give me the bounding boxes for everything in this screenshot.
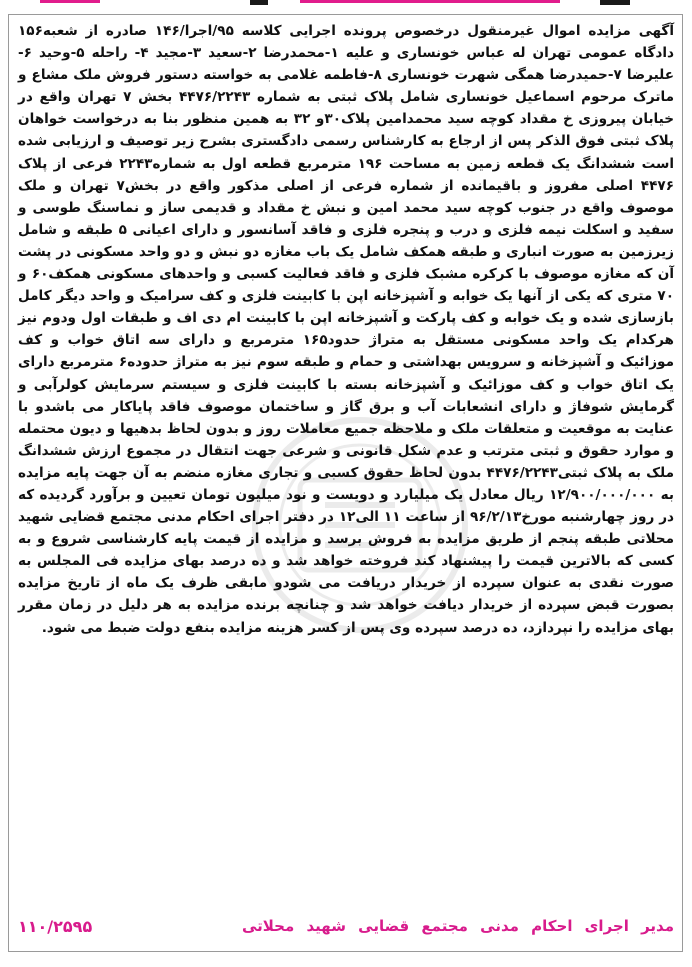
top-accent-bar [300, 0, 560, 3]
top-dark-mark [600, 0, 630, 5]
notice-signature: مدیر اجرای احکام مدنی مجتمع قضایی شهید محلاتی [241, 917, 674, 935]
notice-footer [18, 912, 674, 940]
notice-code: ۱۱۰/۲۵۹۵ [18, 916, 93, 936]
top-decoration-strip [0, 0, 692, 6]
top-accent-bar [40, 0, 100, 3]
notice-body: آگهی مزایده اموال غیرمنقول درخصوص پرونده اجرایی کلاسه ۹۵/اجرا/۱۴۶ صادره از شعبه۱۵۶ دادگاه عمومی تهران له عباس خونساری و علیه ۱-محمدرضا ۲-سعید ۳-مجید ۴- راحله ۵-وحید ۶-علیرضا ۷-حمیدرضا همگی شهرت خونساری ۸-فاطمه غلامی به خواسته دستور فروش ملک مشاع و ماترک مرحوم اسماعیل خونساری شامل پلاک ثبتی به شماره ۴۴۷۶/۲۲۴۳ بخش ۷ تهران واقع در خیابان پیروزی خ مقداد کوچه سید محمدامین پلاک۳۰و ۳۲ به همین منظور بنا به درخواست خواهان پلاک ثبتی فوق الذکر پس از ارجاع به کارشناس رسمی دادگستری بشرح زیر توصیف و ارزیابی شده است ششدانگ یک قطعه زمین به مساحت ۱۹۶ مترمربع قطعه اول به شماره۲۲۴۳ فرعی از پلاک ۴۴۷۶ اصلی مفروز و باقیمانده از شماره فرعی از اصلی مذکور واقع در بخش۷ تهران و ملک موصوف واقع در جنوب کوچه سید محمد امین و نبش خ مقداد و قدیمی ساز و نماسنگ طوسی و سفید و اسکلت نیمه فلزی و درب و پنجره فلزی و فاقد آسانسور و دارای اعیانی ۵ طبقه و شامل زیرزمین به صورت انباری و طبقه همکف شامل یک باب مغازه دو نبش و دو واحد مسکونی در پشت آن که مغازه موصوف با کرکره مشبک فلزی و فاقد فعالیت کسبی و واحدهای مسکونی همکف۶۰ و ۷۰ متری که یکی از آنها یک خوابه و آشپزخانه اپن با کابینت فلزی و کف سرامیک و واحد دیگر کامل بازسازی شده و یک خوابه و کف پارکت و آشپزخانه اپن با کابینت ام دی اف و طبقات اول ودوم نیز هرکدام یک واحد مسکونی مستقل به متراژ حدود۱۶۵ مترمربع و دارای سه اتاق خواب و کف موزائیک و آشپزخانه و سرویس بهداشتی و حمام و طبقه سوم نیز به متراژ حدوده۶ مترمربع دارای یک اتاق خواب و کف موزائیک و آشپزخانه بسته با کابینت فلزی و سیستم سرمایش کولرآبی و گرمایش شوفاژ و دارای انشعابات آب و برق گاز و ساختمان موصوف فاقد پایاکار می باشدو با عنایت به موقعیت و متعلقات ملک و ملاحظه جمیع معاملات روز و بدون لحاظ بدهیها و دیون محتمله و موارد حقوق و ثبتی مترتب و عدم شکل قانونی و شرعی جهت انتقال در مجموع ارزش ششدانگ ملک به پلاک ثبتی۴۴۷۶/۲۲۴۳ بدون لحاظ حقوق کسبی و تجاری مغازه منضم به آن جهت پایه مزایده به ۱۲/۹۰۰/۰۰۰/۰۰۰ ریال معادل یک میلیارد و دویست و نود میلیون تومان تعیین و برآورد گردیده که در روز چهارشنبه مورخ۹۶/۲/۱۳ از ساعت ۱۱ الی۱۲ در دفتر اجرای احکام مدنی مجتمع قضایی شهید محلاتی طبقه پنجم از طریق مزایده به فروش برسد و مزایده از قیمت پایه کارشناسی شروع و به کسی که بالاترین قیمت را پیشنهاد کند فروخته خواهد شد و ده درصد بهای مزایده فی المجلس به صورت نقدی به عنوان سپرده از خریدار دریافت می شودو مابقی ظرف یک ماه از تاریخ مزایده بصورت قبض سپرده از خریدار دیافت خواهد شد و چنانچه برنده مزایده به هر دلیل در زمان مقرر بهای مزایده را نپردازد، ده درصد سپرده وی پس از کسر هزینه مزایده بنفع دولت ضبط می شود. [18, 23, 675, 636]
top-dark-mark [250, 0, 268, 5]
